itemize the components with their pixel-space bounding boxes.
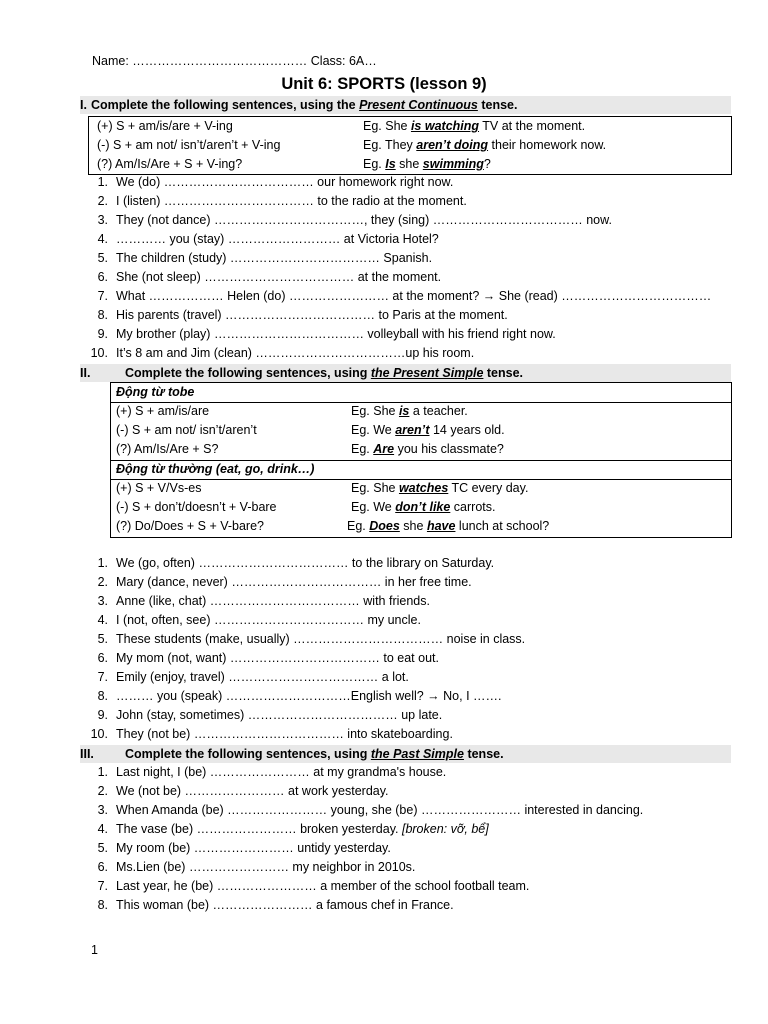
exercise-item [84, 594, 430, 608]
item-text: Ms.Lien (be) …………………… my neighbor in 2010s. [116, 860, 416, 874]
exercise-item [84, 670, 409, 684]
exercise-item [84, 213, 612, 227]
section-number: I. [80, 98, 87, 112]
page-title: Unit 6: SPORTS (lesson 9) [281, 75, 487, 93]
item-number: 1. [97, 765, 108, 779]
tobe-heading: Động từ tobe [116, 385, 195, 399]
item-text: John (stay, sometimes) ……………………………… up late. [116, 708, 443, 722]
exercise-item [84, 860, 415, 874]
exercise-item [84, 613, 421, 627]
item-number: 7. [97, 879, 108, 893]
section-number: III. [80, 747, 94, 761]
section-1-formula-box [88, 116, 732, 175]
exercise-item [84, 708, 442, 722]
example-negative: Eg. They aren’t doing their homework now. [363, 138, 607, 152]
exercise-item [84, 194, 467, 208]
tense-name: the Past Simple [370, 747, 464, 761]
verb-heading: Động từ thường (eat, go, drink…) [116, 462, 315, 476]
item-number: 5. [97, 251, 108, 265]
exercise-item [84, 784, 389, 798]
divider [111, 460, 731, 461]
exercise-item [84, 803, 643, 817]
item-number: 9. [97, 327, 108, 341]
exercise-item [84, 232, 439, 246]
item-text: I (not, often, see) ……………………………… my uncle. [116, 613, 421, 627]
item-text: His parents (travel) ……………………………… to Paris at the moment. [116, 308, 508, 322]
item-text: Last night, I (be) …………………… at my grandma's house. [116, 765, 447, 779]
tobe-question: (?) Am/Is/Are + S? [116, 442, 219, 456]
item-number: 2. [97, 194, 108, 208]
item-number: 4. [97, 613, 108, 627]
tobe-positive: (+) S + am/is/are [116, 404, 210, 418]
class-label: Class: 6A… [310, 54, 377, 68]
tense-name: Present Continuous [359, 98, 478, 112]
item-text: My mom (not, want) ……………………………… to eat out. [116, 651, 439, 665]
exercise-item [84, 841, 391, 855]
exercise-item [84, 765, 446, 779]
item-text: We (not be) …………………… at work yesterday. [116, 784, 389, 798]
item-text: Last year, he (be) …………………… a member of the school football team. [116, 879, 530, 893]
verb-example-question: Eg. Does she have lunch at school? [347, 519, 550, 533]
item-text: The children (study) ……………………………… Spanish. [116, 251, 433, 265]
item-number: 9. [97, 708, 108, 722]
exercise-item [84, 575, 472, 589]
item-text: The vase (be) …………………… broken yesterday. [116, 822, 402, 836]
item-number: 8. [97, 308, 108, 322]
tobe-example-positive: Eg. She is a teacher. [351, 404, 468, 418]
exercise-item [84, 308, 508, 322]
formula-question: (?) Am/Is/Are + S + V-ing? [97, 157, 243, 171]
section-3-heading [80, 745, 731, 763]
section-instruction: Complete the following sentences, using the Present Continuous tense. [91, 98, 518, 112]
item-text: This woman (be) …………………… a famous chef in France. [116, 898, 454, 912]
name-label: Name: …………………………………… [92, 54, 308, 68]
exercise-item [84, 346, 474, 360]
exercise-item [84, 632, 525, 646]
example-question: Eg. Is she swimming? [363, 157, 491, 171]
item-number: 4. [97, 822, 108, 836]
item-text: What ……………… Helen (do) …………………… at the moment? → She (read) ……………………………… [116, 289, 712, 303]
item-text: She (not sleep) ……………………………… at the moment. [116, 270, 442, 284]
item-text: My brother (play) ……………………………… volleyball with his friend right now. [116, 327, 556, 341]
item-text: ………… you (stay) ……………………… at Victoria Hotel? [116, 232, 439, 246]
item-text: Anne (like, chat) ……………………………… with friends. [116, 594, 430, 608]
item-number: 7. [97, 670, 108, 684]
item-number: 8. [97, 689, 108, 703]
item-number: 1. [97, 556, 108, 570]
page-number: 1 [91, 943, 98, 957]
divider [111, 479, 731, 480]
item-number: 1. [97, 175, 108, 189]
item-note: [broken: vỡ, bể] [401, 822, 489, 836]
item-text: Mary (dance, never) ……………………………… in her free time. [116, 575, 472, 589]
name-class-line [92, 54, 377, 68]
item-text: When Amanda (be) …………………… young, she (be) …………………… interested in dancing. [116, 803, 644, 817]
item-text: These students (make, usually) ……………………………… noise in class. [116, 632, 526, 646]
section-2-formula-box [110, 382, 732, 538]
item-text: Emily (enjoy, travel) ……………………………… a lot. [116, 670, 409, 684]
tense-name: the Present Simple [370, 366, 484, 380]
verb-example-positive: Eg. She watches TC every day. [351, 481, 529, 495]
item-number: 6. [97, 270, 108, 284]
exercise-item [84, 689, 502, 703]
item-number: 2. [97, 575, 108, 589]
exercise-item [84, 251, 432, 265]
divider [111, 402, 731, 403]
verb-question: (?) Do/Does + S + V-bare? [116, 519, 264, 533]
section-instruction: Complete the following sentences, using the Present Simple tense. [125, 366, 524, 380]
formula-negative: (-) S + am not/ isn’t/aren’t + V-ing [97, 138, 281, 152]
item-text: We (do) ……………………………… our homework right now. [116, 175, 454, 189]
item-text: They (not dance) ………………………………, they (sing) ……………………………… now. [116, 213, 612, 227]
section-2-heading [80, 364, 731, 382]
exercise-item [84, 898, 454, 912]
item-number: 5. [97, 841, 108, 855]
item-number: 5. [97, 632, 108, 646]
section-number: II. [80, 366, 91, 380]
item-text: I (listen) ……………………………… to the radio at the moment. [116, 194, 467, 208]
item-text: ……… you (speak) …………………………English well? → No, I ……. [116, 689, 502, 703]
exercise-item [84, 556, 494, 570]
item-text: My room (be) …………………… untidy yesterday. [116, 841, 391, 855]
tobe-example-question: Eg. Are you his classmate? [351, 442, 504, 456]
exercise-item [84, 651, 439, 665]
item-number: 3. [97, 594, 108, 608]
item-number: 6. [97, 860, 108, 874]
exercise-item [84, 879, 529, 893]
tobe-negative: (-) S + am not/ isn’t/aren’t [116, 423, 257, 437]
item-number: 2. [97, 784, 108, 798]
item-number: 6. [97, 651, 108, 665]
item-number: 4. [97, 232, 108, 246]
exercise-item [84, 270, 441, 284]
section-instruction: Complete the following sentences, using the Past Simple tense. [125, 747, 504, 761]
verb-positive: (+) S + V/Vs-es [116, 481, 202, 495]
item-number: 10. [90, 346, 108, 360]
item-number: 8. [97, 898, 108, 912]
example-positive: Eg. She is watching TV at the moment. [363, 119, 586, 133]
item-number: 10. [90, 727, 108, 741]
formula-positive: (+) S + am/is/are + V-ing [97, 119, 233, 133]
exercise-item [84, 175, 453, 189]
item-number: 3. [97, 803, 108, 817]
exercise-item [84, 289, 711, 303]
item-text: We (go, often) ……………………………… to the library on Saturday. [116, 556, 495, 570]
item-number: 3. [97, 213, 108, 227]
exercise-item [84, 327, 556, 341]
tobe-example-negative: Eg. We aren’t 14 years old. [351, 423, 505, 437]
item-number: 7. [97, 289, 108, 303]
verb-negative: (-) S + don’t/doesn’t + V-bare [116, 500, 277, 514]
verb-example-negative: Eg. We don’t like carrots. [351, 500, 496, 514]
exercise-item [84, 822, 489, 836]
item-text: It’s 8 am and Jim (clean) ………………………………up his room. [116, 346, 475, 360]
item-text: They (not be) ……………………………… into skateboarding. [116, 727, 453, 741]
exercise-item [84, 727, 453, 741]
section-1-heading [80, 96, 731, 114]
